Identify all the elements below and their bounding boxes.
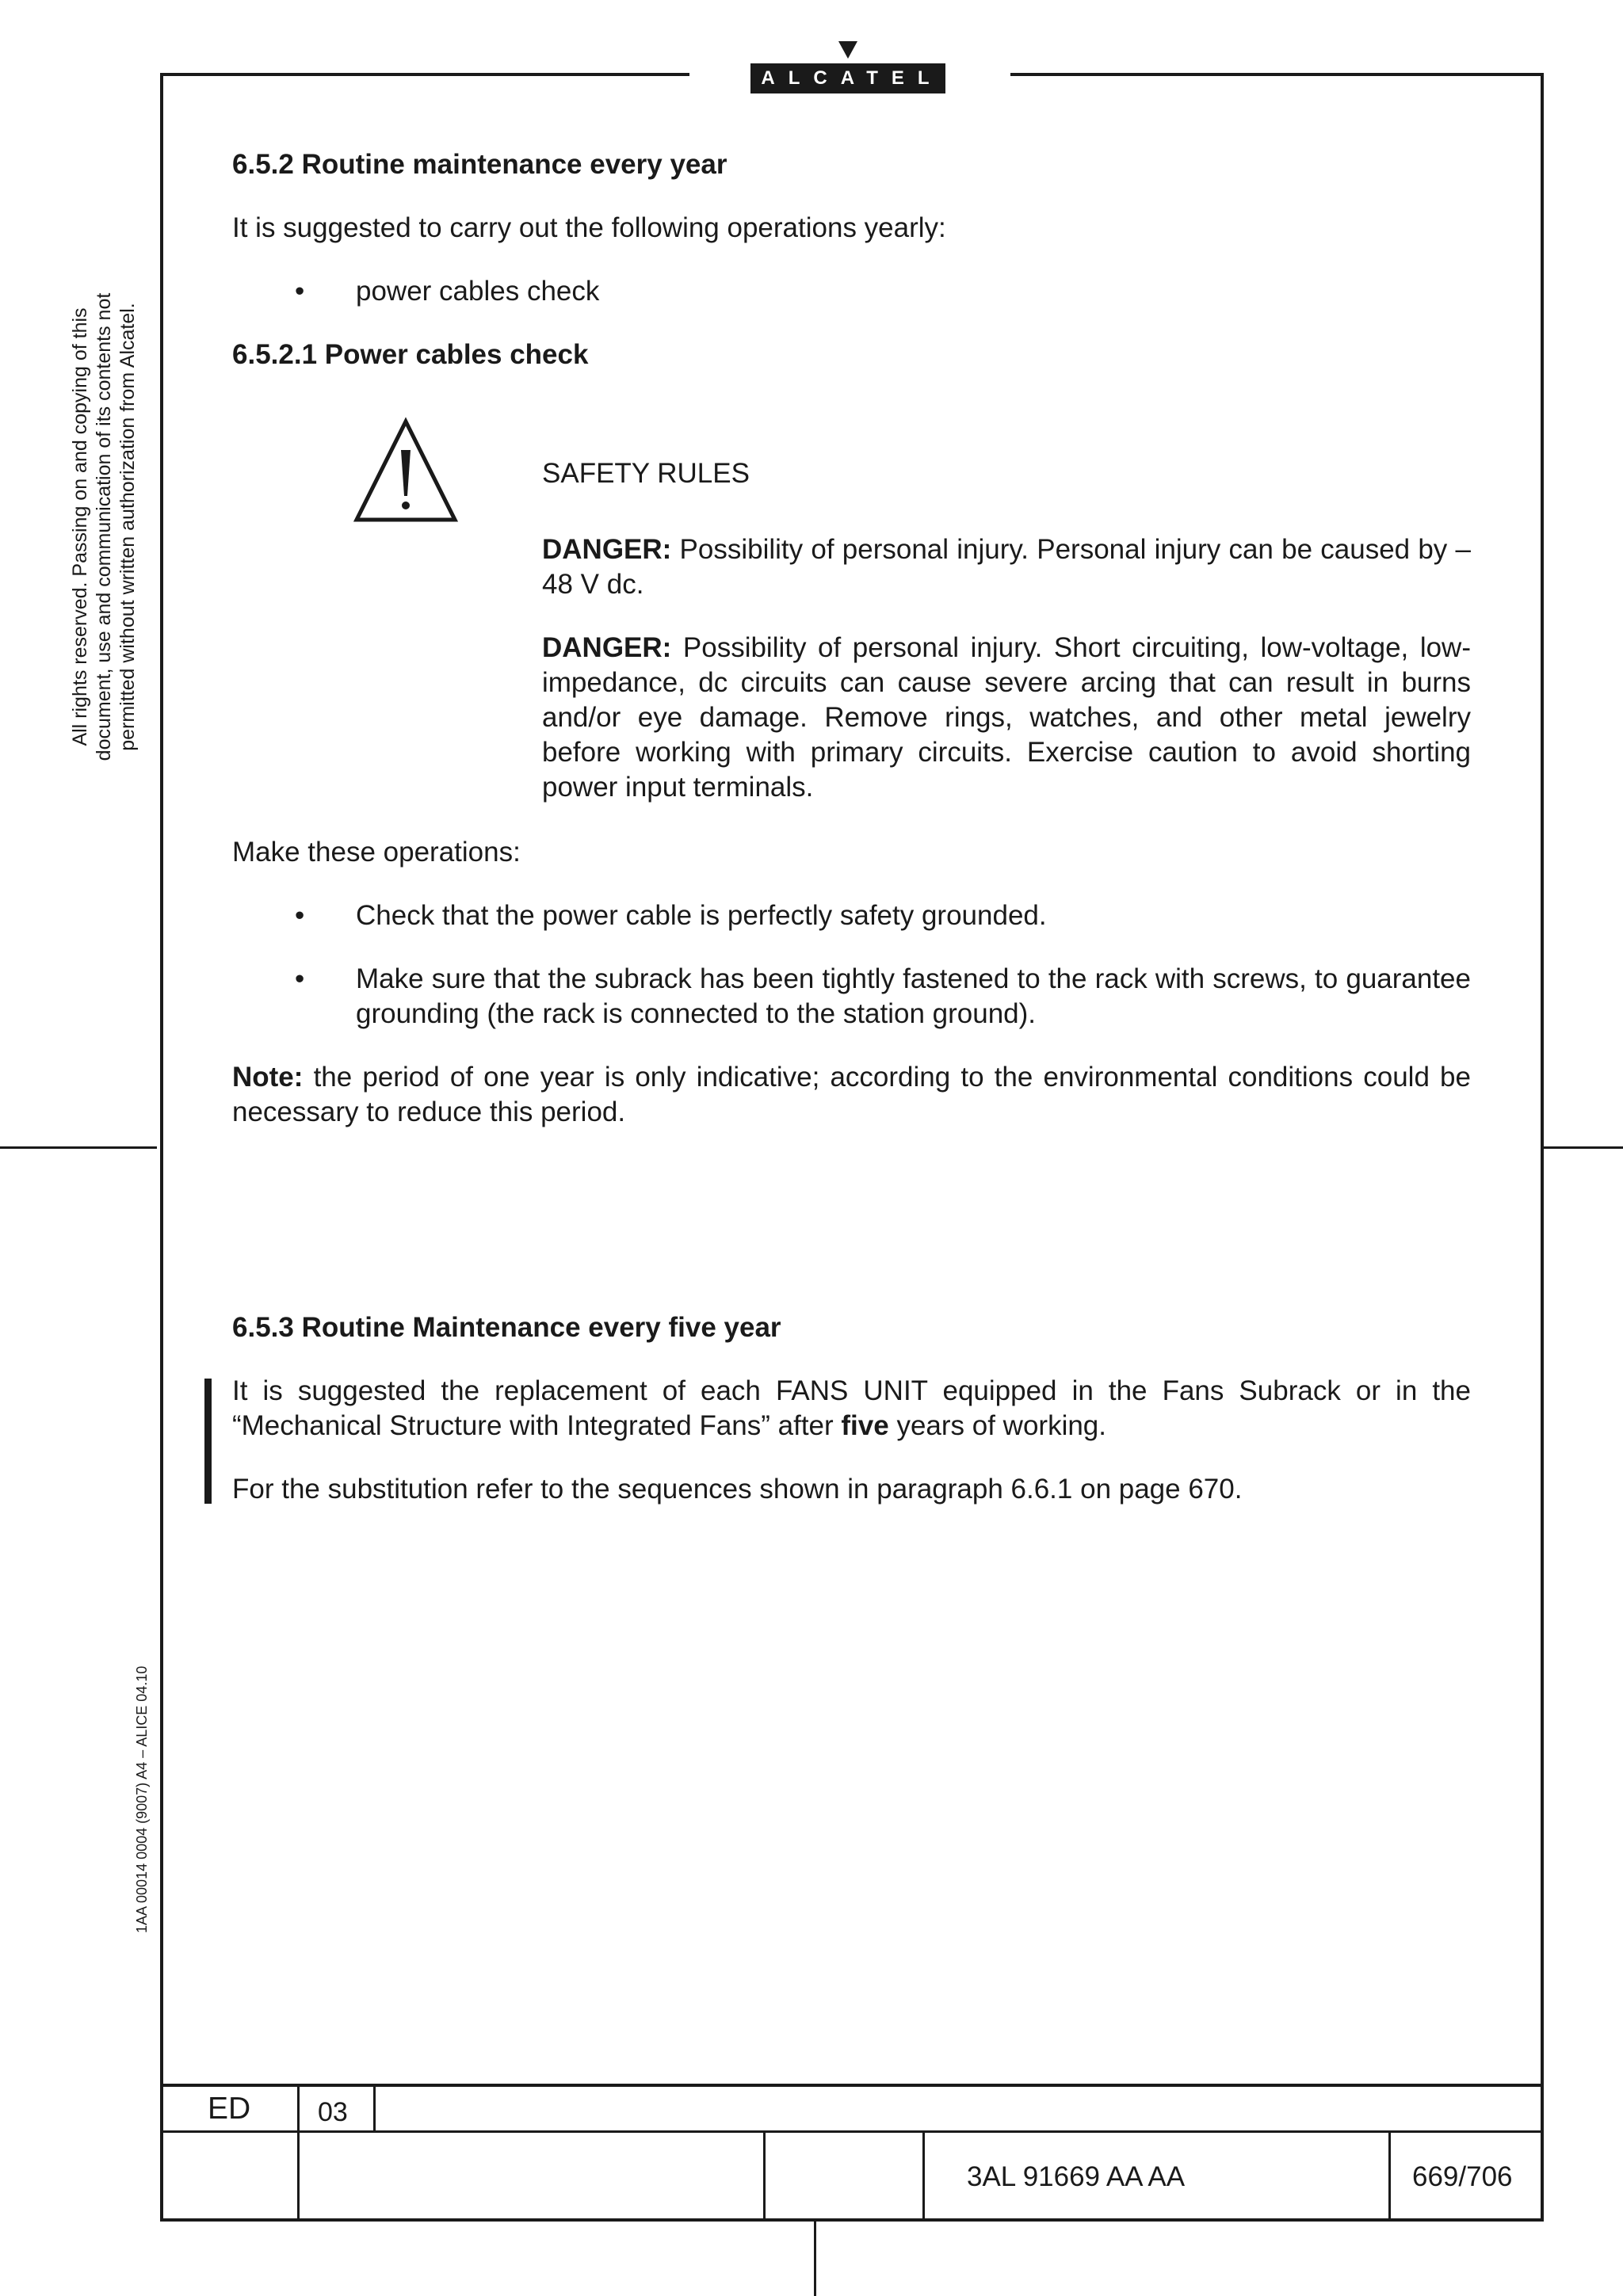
footer-table-top-line — [160, 2084, 1544, 2087]
frame-left-border — [160, 73, 163, 2222]
list-item: Check that the power cable is perfectly safety grounded. — [356, 900, 1047, 931]
fold-mark-left — [0, 1146, 157, 1149]
bullet-dot: • — [295, 276, 305, 307]
section-heading-6-5-3: 6.5.3 Routine Maintenance every five year — [232, 1312, 781, 1343]
footer-table-bottom-line — [160, 2218, 1544, 2222]
danger-text: Possibility of personal injury. Personal injury can be caused by –48 V dc. — [542, 534, 1471, 600]
alcatel-logo: ALCATEL — [750, 63, 945, 93]
fans-text-end: years of working. — [888, 1410, 1106, 1441]
danger-text: Possibility of personal injury. Short circuiting, low-voltage, low-impedance, dc circuits can cause severe arcing that can result in burns and/or eye damage. Remove rings, watches, and other metal jewelry before working with primary circuits. Exercise caution to avoid shorting power input terminals. — [542, 632, 1471, 803]
footer-table-divider — [1388, 2130, 1391, 2222]
fold-mark-bottom — [814, 2222, 816, 2296]
section-heading-6-5-2: 6.5.2 Routine maintenance every year — [232, 149, 727, 180]
danger-label: DANGER: — [542, 534, 672, 565]
list-item: Make sure that the subrack has been tightly fastened to the rack with screws, to guarantee grounding (the rack is connected to the station ground). — [356, 963, 1471, 1029]
fans-text-start: It is suggested the replacement of each FANS UNIT equipped in the Fans Subrack or in the “Mechanical Structure with Integrated Fans” after — [232, 1375, 1471, 1441]
bullet-dot: • — [295, 900, 305, 931]
footer-table-divider — [922, 2130, 925, 2222]
danger-paragraph — [542, 532, 1471, 602]
fans-text-bold: five — [841, 1410, 889, 1441]
warning-triangle-icon — [353, 417, 458, 524]
page-number: 669/706 — [1412, 2161, 1513, 2192]
note-label: Note: — [232, 1062, 304, 1093]
bullet-dot: • — [295, 963, 305, 994]
footer-table-divider — [297, 2084, 300, 2222]
fans-replacement-paragraph — [232, 1374, 1471, 1444]
logo-triangle-icon — [838, 41, 857, 59]
note-text: the period of one year is only indicative; according to the environmental conditions could be necessary to reduce this period. — [232, 1062, 1471, 1127]
danger-paragraph — [542, 631, 1471, 805]
intro-paragraph: It is suggested to carry out the following operations yearly: — [232, 212, 946, 243]
footer-table-divider — [763, 2130, 766, 2222]
list-item: power cables check — [356, 276, 600, 307]
operations-intro: Make these operations: — [232, 837, 521, 868]
danger-label: DANGER: — [542, 632, 672, 663]
footer-table-divider — [373, 2084, 376, 2133]
form-code: 1AA 00014 0004 (9007) A4 – ALICE 04.10 — [134, 1665, 150, 1933]
document-code: 3AL 91669 AA AA — [967, 2161, 1186, 2192]
frame-top-border-left — [160, 73, 689, 76]
edition-value: 03 — [318, 2097, 348, 2127]
footer-table-mid-line — [160, 2130, 1544, 2133]
frame-top-border-right — [1010, 73, 1544, 76]
section-heading-6-5-2-1: 6.5.2.1 Power cables check — [232, 339, 589, 370]
note-paragraph — [232, 1060, 1471, 1130]
change-bar — [204, 1379, 212, 1504]
fold-mark-right — [1544, 1146, 1623, 1149]
substitution-paragraph: For the substitution refer to the sequences shown in paragraph 6.6.1 on page 670. — [232, 1474, 1243, 1505]
copyright-notice: All rights reserved. Passing on and copying of this document, use and communication of its contents not permitted without written authorization from Alcatel. — [69, 292, 139, 761]
safety-rules-title: SAFETY RULES — [542, 458, 750, 489]
edition-label: ED — [208, 2092, 251, 2126]
